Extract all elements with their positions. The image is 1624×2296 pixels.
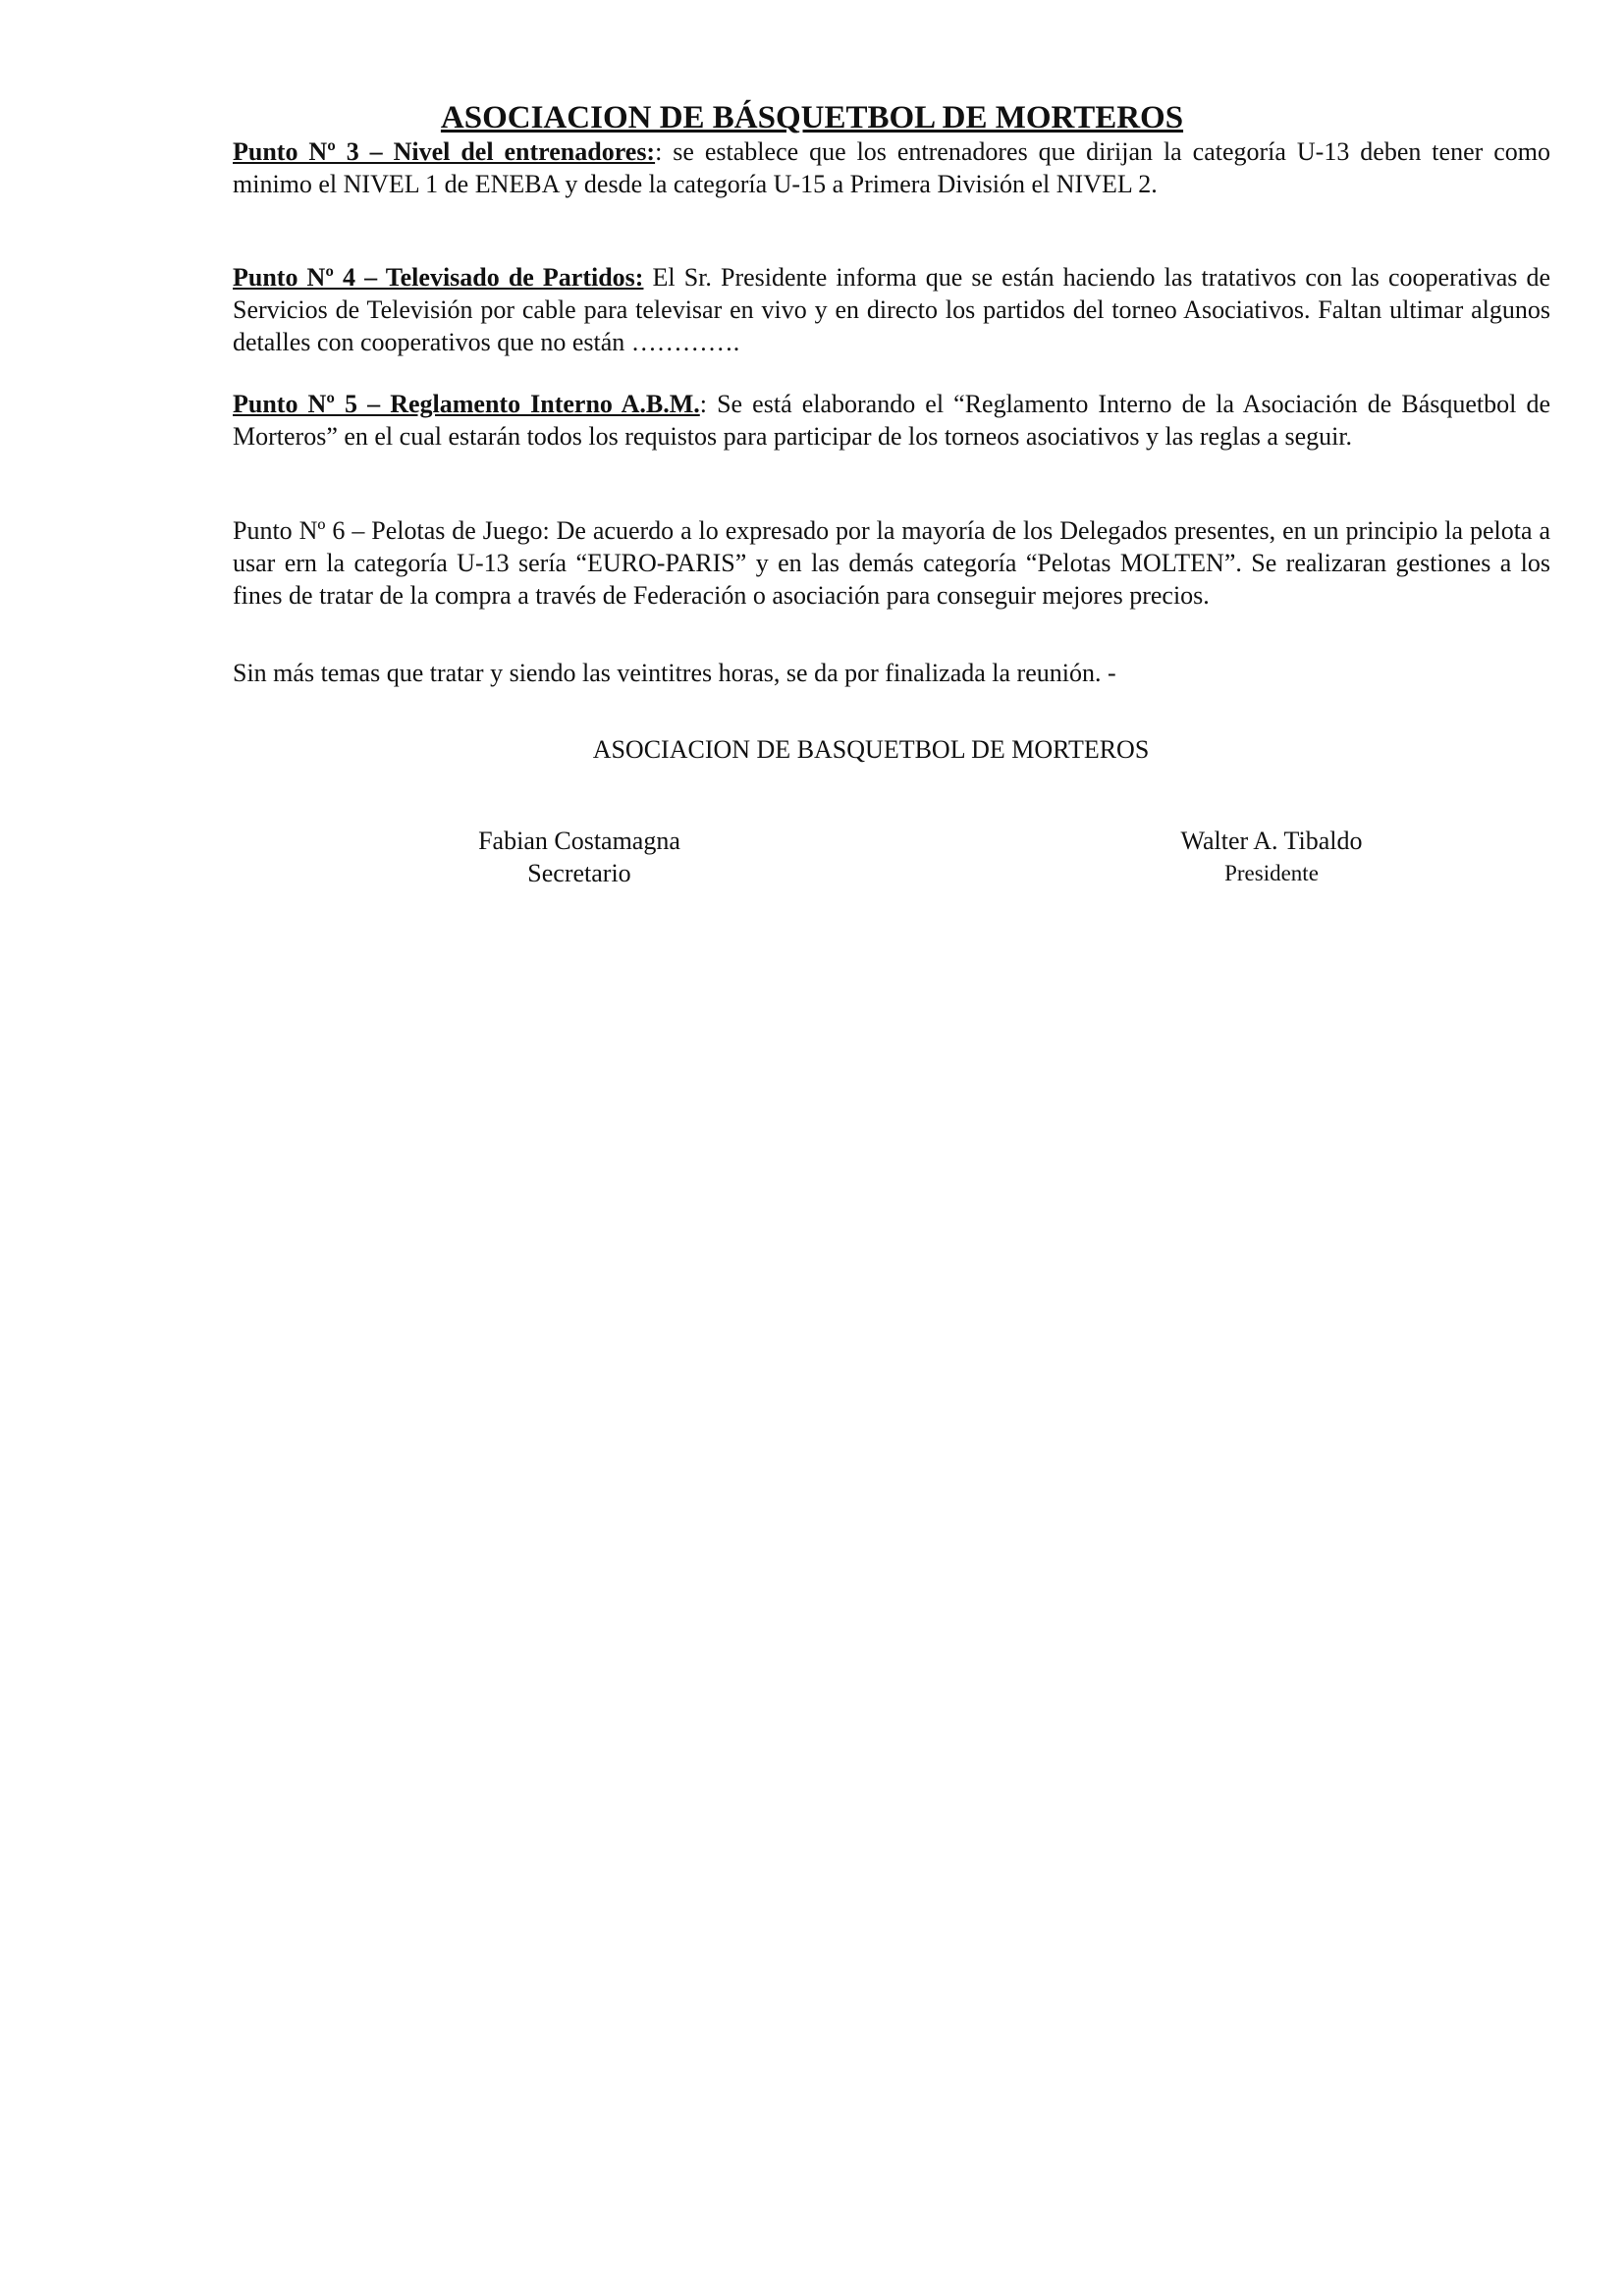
section-heading: Punto Nº 4 – Televisado de Partidos: bbox=[233, 263, 644, 292]
section-body: El Sr. Presidente informa que se están haciendo las tratativos con las cooperativas de Servicios de Televisión por cable para televisar en vivo y en directo los partidos del torneo Asociativos. Faltan ultimar algunos detalles con cooperativos que no están …………. bbox=[233, 263, 1550, 356]
section-heading: Punto Nº 5 – Reglamento Interno A.B.M. bbox=[233, 390, 700, 418]
signature-secretario bbox=[432, 825, 727, 889]
section-body: : Se está elaborando el “Reglamento Interno de la Asociación de Básquetbol de Morteros” en el cual estarán todos los requistos para participar de los torneos asociativos y las reglas a seguir. bbox=[233, 390, 1550, 451]
signature-presidente bbox=[1144, 825, 1399, 889]
section-punto-3 bbox=[233, 135, 1550, 200]
section-punto-5 bbox=[233, 388, 1550, 453]
signatory-role: Presidente bbox=[1224, 861, 1319, 885]
section-body: : se establece que los entrenadores que dirijan la categoría U-13 deben tener como minimo el NIVEL 1 de ENEBA y desde la categoría U-15 a Primera División el NIVEL 2. bbox=[233, 137, 1550, 198]
signature-header: ASOCIACION DE BASQUETBOL DE MORTEROS bbox=[592, 735, 1150, 764]
section-punto-6: Punto Nº 6 – Pelotas de Juego: De acuerdo a lo expresado por la mayoría de los Delegados presentes, en un principio la pelota a usar ern la categoría U-13 sería “EURO-PARIS” y en las demás categoría “Pelotas MOLTEN”. Se realizaran gestiones a los fines de tratar de la compra a través de Federación o asociación para conseguir mejores precios. bbox=[233, 516, 1550, 610]
document-title: ASOCIACION DE BÁSQUETBOL DE MORTEROS bbox=[440, 100, 1184, 135]
section-punto-4 bbox=[233, 261, 1550, 358]
closing-statement: Sin más temas que tratar y siendo las veintitres horas, se da por finalizada la reunión. - bbox=[233, 659, 1116, 687]
signatory-role: Secretario bbox=[527, 859, 631, 887]
signatory-name: Walter A. Tibaldo bbox=[1180, 827, 1363, 855]
section-heading: Punto Nº 3 – Nivel del entrenadores: bbox=[233, 137, 656, 166]
signatory-name: Fabian Costamagna bbox=[478, 827, 680, 855]
